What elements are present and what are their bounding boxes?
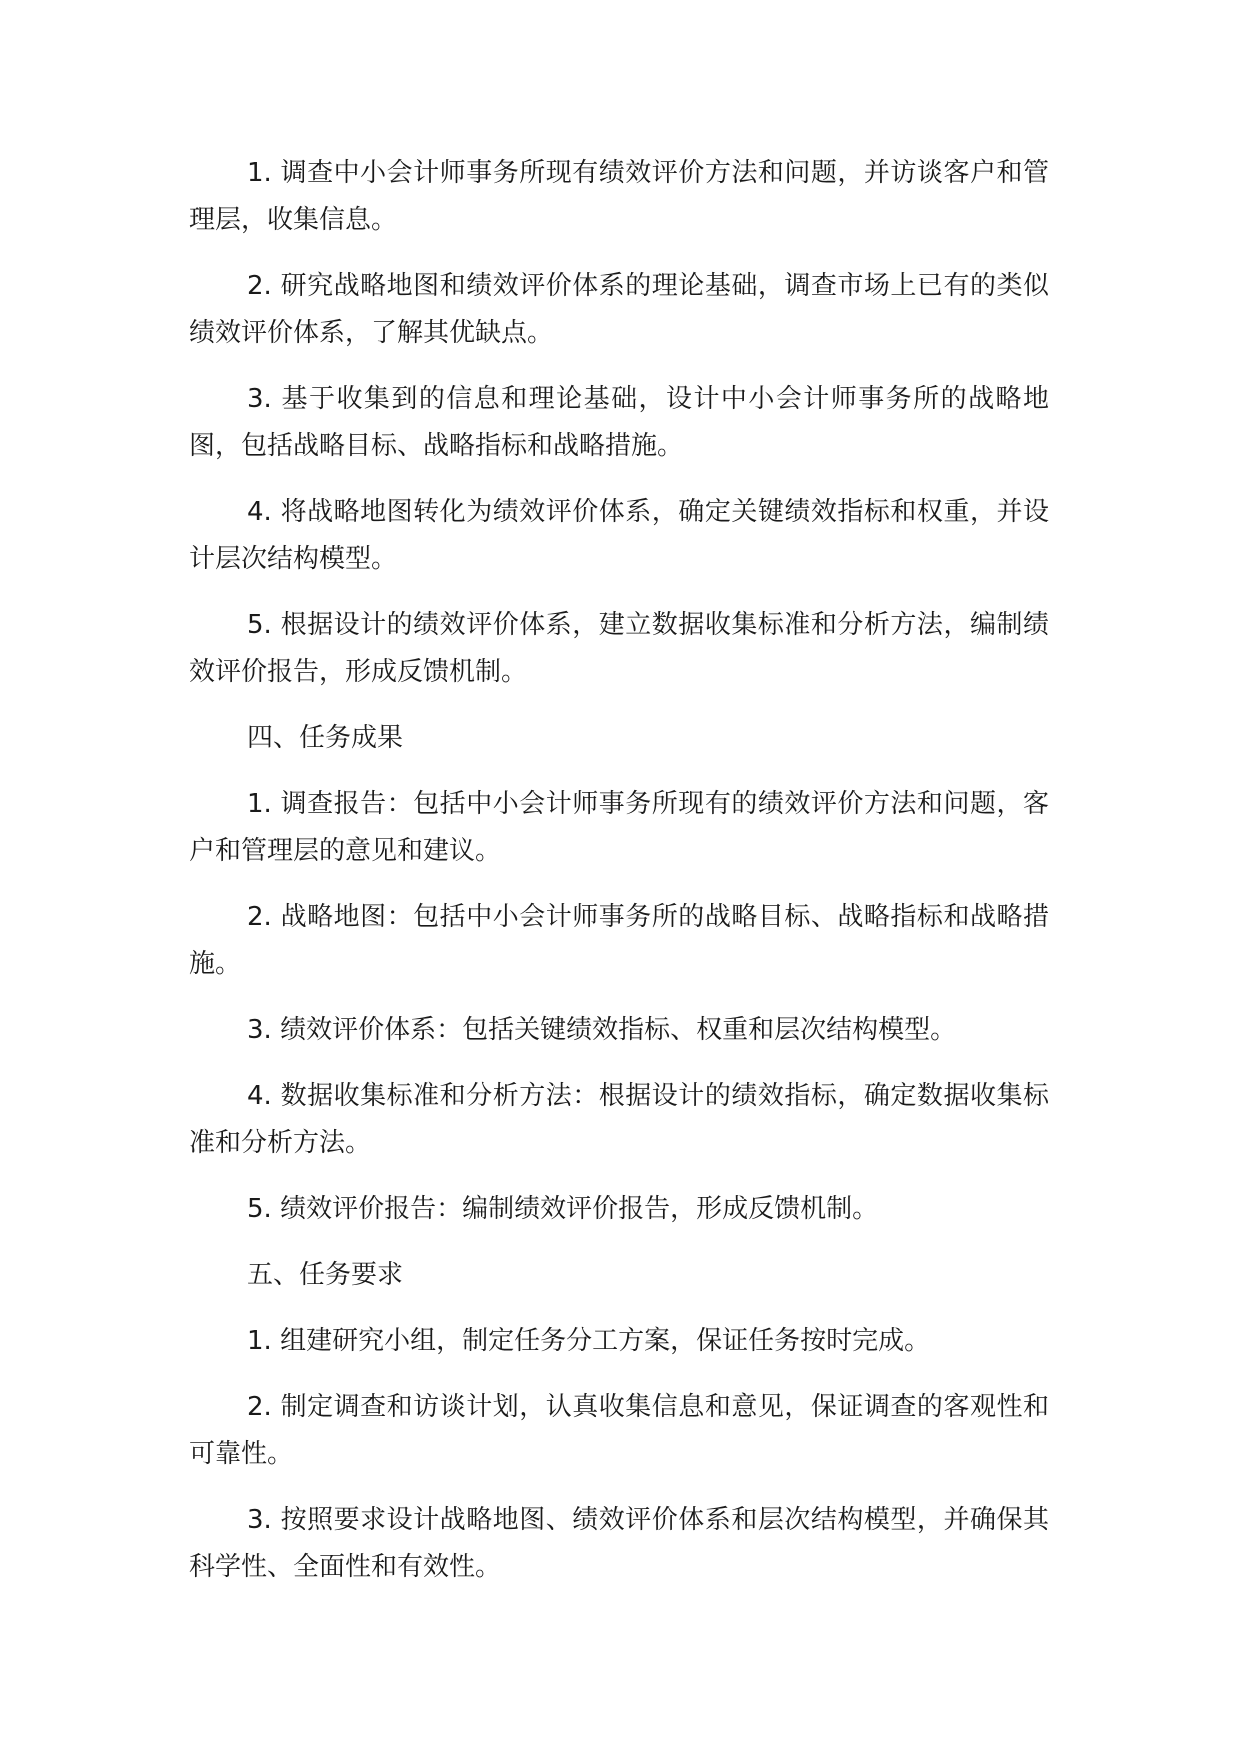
section-heading-requirements: 五、任务要求: [247, 1260, 404, 1290]
paragraph-method-step-1: 1. 调查中小会计师事务所现有绩效评价方法和问题，并访谈客户和管理层，收集信息。: [189, 158, 1049, 235]
paragraph-result-2: 2. 战略地图：包括中小会计师事务所的战略目标、战略指标和战略措施。: [189, 902, 1049, 979]
paragraph-method-step-5: 5. 根据设计的绩效评价体系，建立数据收集标准和分析方法，编制绩效评价报告，形成反馈机制。: [189, 610, 1049, 687]
paragraph-requirement-2: 2. 制定调查和访谈计划，认真收集信息和意见，保证调查的客观性和可靠性。: [189, 1392, 1049, 1469]
paragraph-result-5: 5. 绩效评价报告：编制绩效评价报告，形成反馈机制。: [247, 1194, 879, 1224]
paragraph-result-1: 1. 调查报告：包括中小会计师事务所现有的绩效评价方法和问题，客户和管理层的意见和建议。: [189, 789, 1049, 866]
document-body: [189, 150, 1049, 1610]
paragraph-requirement-1: 1. 组建研究小组，制定任务分工方案，保证任务按时完成。: [247, 1326, 931, 1356]
paragraph-method-step-4: 4. 将战略地图转化为绩效评价体系，确定关键绩效指标和权重，并设计层次结构模型。: [189, 497, 1049, 574]
section-heading-results: 四、任务成果: [247, 723, 404, 753]
paragraph-result-3: 3. 绩效评价体系：包括关键绩效指标、权重和层次结构模型。: [247, 1015, 957, 1045]
paragraph-method-step-3: 3. 基于收集到的信息和理论基础，设计中小会计师事务所的战略地图，包括战略目标、战略指标和战略措施。: [189, 384, 1049, 461]
paragraph-result-4: 4. 数据收集标准和分析方法：根据设计的绩效指标，确定数据收集标准和分析方法。: [189, 1081, 1049, 1158]
paragraph-method-step-2: 2. 研究战略地图和绩效评价体系的理论基础，调查市场上已有的类似绩效评价体系，了解其优缺点。: [189, 271, 1049, 348]
paragraph-requirement-3: 3. 按照要求设计战略地图、绩效评价体系和层次结构模型，并确保其科学性、全面性和有效性。: [189, 1505, 1049, 1582]
